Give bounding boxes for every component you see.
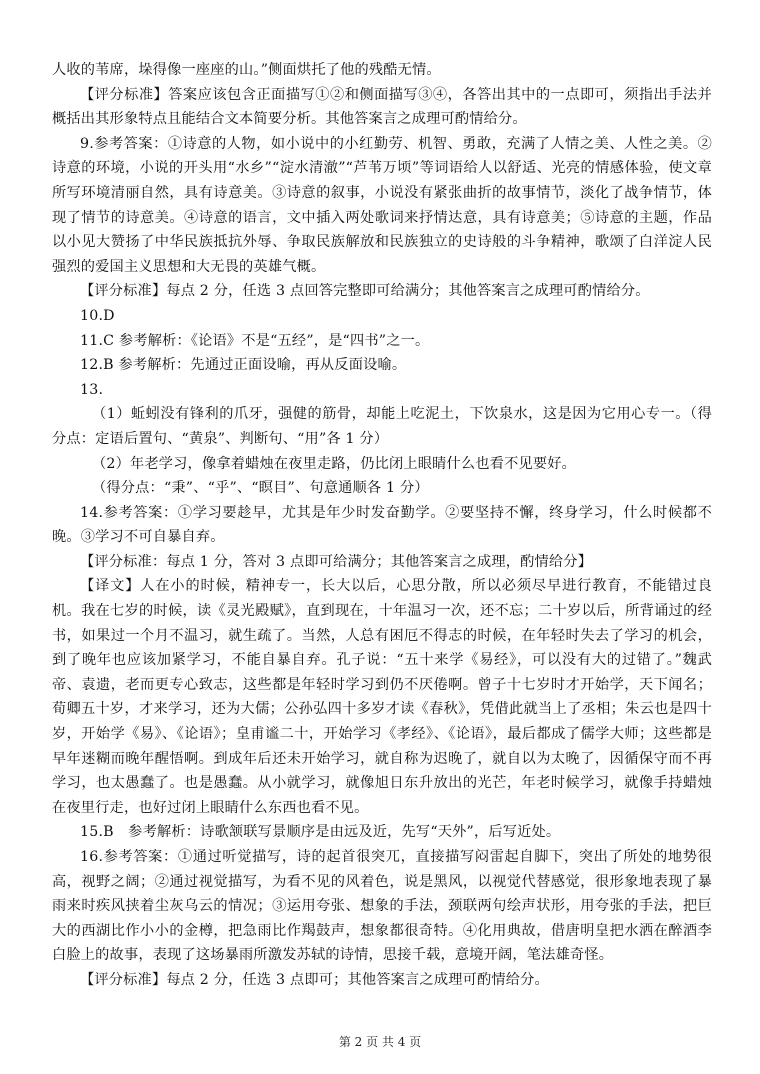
paragraph: 【评分标准：每点 1 分，答对 3 点即可给满分；其他答案言之成理，酌情给分】 <box>80 553 593 570</box>
page-footer: 第 2 页 共 4 页 <box>338 1035 422 1049</box>
paragraph: 12.B 参考解析：先通过正面设喻，再从反面设喻。 <box>80 357 407 374</box>
paragraph: 9.参考答案：①诗意的人物，如小说中的小红勤劳、机智、勇敢，充满了人情之美、人性之美。②诗意的环境，小说的开头用“水乡”“淀水清澈”“芦苇万顷”等词语给人以舒适、光亮的情感体验，使文章所写环境清丽自然，具有诗意美。③诗意的叙事，小说没有紧张曲折的故事情节，淡化了战争情节，体现了情节的诗意美。④诗意的语言，文中插入两处歌词来抒情达意，具有诗意美；⑤诗意的主题，作品以小见大赞扬了中华民族抵抗外辱、争取民族解放和民族独立的史诗般的斗争精神，歌颂了白洋淀人民强烈的爱国主义思想和大无畏的英雄气概。 <box>52 135 712 275</box>
paragraph: （2）年老学习，像拿着蜡烛在夜里走路，仍比闭上眼睛什么也看不见要好。 <box>92 455 577 472</box>
paragraph: （1）蚯蚓没有锋利的爪牙，强健的筋骨，却能上吃泥土，下饮泉水，这是因为它用心专一。（得分点：定语后置句、“黄泉”、判断句、“用”各 1 分） <box>52 406 712 447</box>
paragraph: 14.参考答案：①学习要趁早，尤其是年少时发奋勤学。②要坚持不懈，终身学习，什么时候都不晚。③学习不可自暴自弃。 <box>52 504 712 546</box>
paragraph: 10.D <box>80 307 115 324</box>
paragraph: 【评分标准】每点 2 分，任选 3 点回答完整即可给满分；其他答案言之成理可酌情给分。 <box>80 283 650 300</box>
paragraph: （得分点：“秉”、“乎”、“瞑目”、句意通顺各 1 分） <box>92 480 429 497</box>
paragraph: 人收的苇席，垛得像一座座的山。”侧面烘托了他的残酷无情。 <box>52 62 441 78</box>
paragraph: 【评分标准】每点 2 分，任选 3 点即可；其他答案言之成理可酌情给分。 <box>80 971 549 988</box>
document-body <box>52 58 712 993</box>
paragraph: 16.参考答案：①通过听觉描写，诗的起首很突兀，直接描写闷雷起自脚下，突出了所处的地势很高，视野之阔；②通过视觉描写，为看不见的风着色，说是黑风，以视觉代替感觉，很形象地表现了暴雨来时疾风挟着尘灰乌云的情况；③运用夸张、想象的手法，颈联两句绘声状形，用夸张的手法，把巨大的西湖比作小小的金樽，把急雨比作羯鼓声，想象都很奇特。④化用典故，借唐明皇把水洒在醉酒李白脸上的故事，表现了这场暴雨所激发苏轼的诗情，思接千载，意境开阔，笔法雄奇怪。 <box>52 849 712 964</box>
paragraph: 11.C 参考解析：《论语》不是“五经”，是“四书”之一。 <box>80 332 430 349</box>
paragraph: 【评分标准】答案应该包含正面描写①②和侧面描写③④，各答出其中的一点即可，须指出手法并概括出其形象特点且能结合文本简要分析。其他答案言之成理可酌情给分。 <box>52 86 712 128</box>
paragraph: 13. <box>80 381 104 398</box>
paragraph: 【译文】人在小的时候，精神专一，长大以后，心思分散，所以必须尽早进行教育，不能错过良机。我在七岁的时候，读《灵光殿赋》，直到现在，十年温习一次，还不忘；二十岁以后，所背诵过的经书，如果过一个月不温习，就生疏了。当然，人总有困厄不得志的时候，在年轻时失去了学习的机会，到了晚年也应该加紧学习，不能自暴自弃。孔子说：“五十来学《易经》，可以没有大的过错了。”魏武帝、袁遗，老而更专心致志，这些都是年轻时学习到仍不厌倦啊。曾子十七岁时才开始学，天下闻名；荀卿五十岁，才来学习，还为大儒；公孙弘四十多岁才读《春秋》，凭借此就当上了丞相；朱云也是四十岁，开始学《易》、《论语》；皇甫谧二十，开始学习《孝经》、《论语》，最后都成了儒学大师；这些都是早年迷糊而晚年醒悟啊。到成年后还未开始学习，就自称为迟晚了，就自以为太晚了，因循保守而不再学习，也太愚蠢了。也是愚蠢。从小就学习，就像旭日东升放出的光芒，年老时候学习，就像手持蜡烛在夜里行走，也好过闭上眼睛什么东西也看不见。 <box>52 578 712 816</box>
paragraph: 15.B 参考解析：诗歌颔联写景顺序是由远及近，先写“天外”，后写近处。 <box>80 824 561 841</box>
